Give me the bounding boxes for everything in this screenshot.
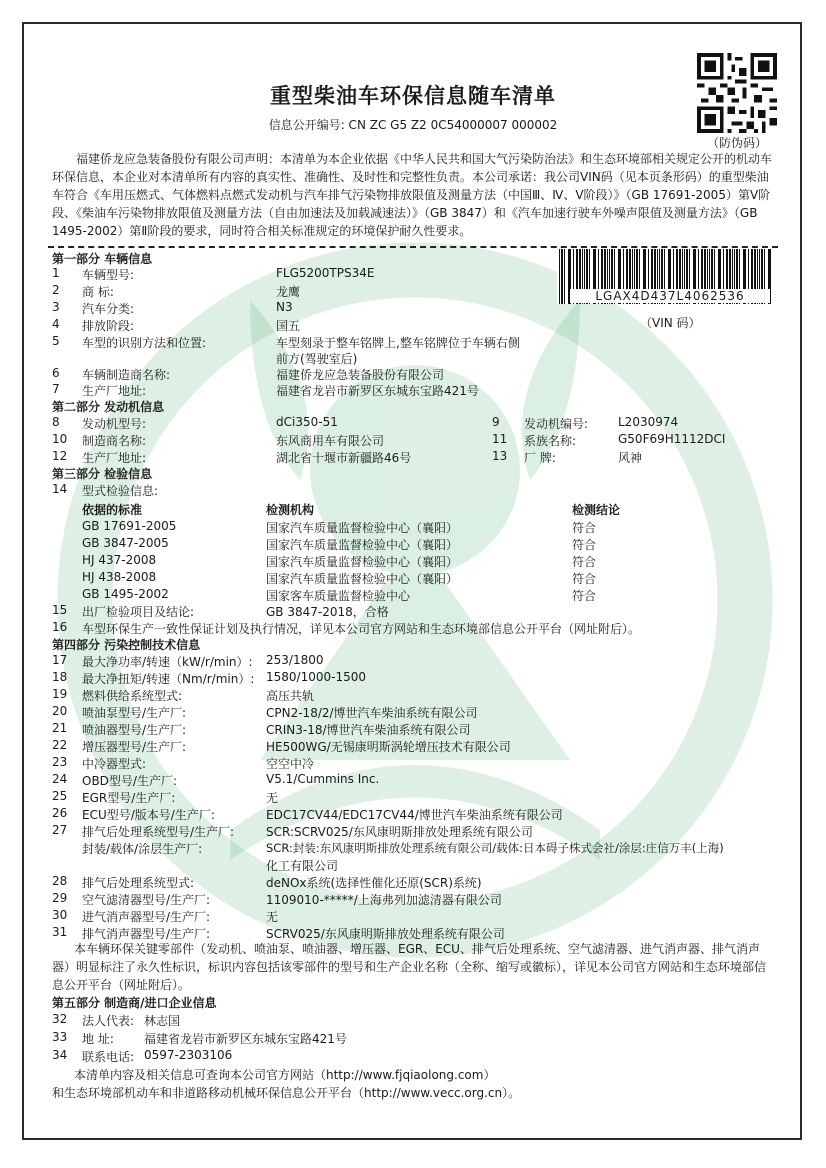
- table-cell: 符合: [572, 538, 597, 552]
- field-label: 排气后处理系统型号/生产厂:: [82, 825, 235, 839]
- field-label: OBD型号/生产厂:: [82, 774, 178, 788]
- list-item: 9: [492, 415, 500, 429]
- list-item: 15: [52, 603, 68, 617]
- list-item: 4: [52, 317, 60, 331]
- field-value: 东风商用车有限公司: [276, 434, 385, 448]
- field-value: dCi350-51: [276, 415, 338, 429]
- field-value: 高压共轨: [266, 689, 315, 703]
- list-item: 27: [52, 823, 68, 837]
- list-item: 11: [492, 432, 508, 446]
- table-cell: 符合: [572, 555, 597, 569]
- field-label: EGR型号/生产厂:: [82, 791, 176, 805]
- section-heading-manufacturer: 第五部分 制造商/进口企业信息: [52, 996, 217, 1010]
- field-value: 0597-2303106: [144, 1048, 233, 1062]
- table-cell: 国家客车质量监督检验中心: [266, 589, 411, 603]
- field-label: 厂 牌:: [524, 451, 556, 465]
- list-item: 13: [492, 449, 508, 463]
- field-label: 生产厂地址:: [82, 451, 147, 465]
- list-item: 17: [52, 653, 68, 667]
- footer-website-line: 本清单内容及相关信息可查询本公司官方网站（http://www.fjqiaolong.com）: [74, 1068, 496, 1082]
- field-value-cont: 化工有限公司: [266, 859, 339, 873]
- key-parts-note: 本车辆环保关键零部件（发动机、喷油泵、喷油器、增压器、EGR、ECU、排气后处理系统、空气滤清器、进气消声器、排气消声器）明显标注了永久性标识，标识内容包括该零部件的型号和生产企业名称（全称、缩写或徽标），详见本公司官方网站和生态环境部信息公开平台（网址附后）。: [52, 942, 767, 992]
- column-header-standard: 依据的标准: [82, 503, 143, 517]
- field-value: CRIN3-18/博世汽车柴油系统有限公司: [266, 723, 471, 737]
- list-item: 29: [52, 891, 68, 905]
- list-item: 14: [52, 482, 68, 496]
- field-label: 汽车分类:: [82, 302, 135, 316]
- field-value: CPN2-18/2/博世汽车柴油系统有限公司: [266, 706, 478, 720]
- list-item: 21: [52, 721, 68, 735]
- field-value: N3: [276, 300, 293, 314]
- field-label: 法人代表:: [82, 1014, 135, 1028]
- field-label: 车型的识别方法和位置:: [82, 336, 207, 350]
- list-item: 23: [52, 755, 68, 769]
- list-item: 5: [52, 334, 60, 348]
- field-value: 福建侨龙应急装备股份有限公司: [276, 368, 445, 382]
- table-cell: 国家汽车质量监督检验中心（襄阳）: [266, 555, 459, 569]
- list-item: 32: [52, 1012, 68, 1026]
- dashed-separator: [48, 246, 778, 248]
- table-cell: 国家汽车质量监督检验中心（襄阳）: [266, 572, 459, 586]
- field-label: 车辆制造商名称:: [82, 368, 171, 382]
- field-value: 车型环保生产一致性保证计划及执行情况，详见本公司官方网站和生态环境部信息公开平台（网址附后）。: [82, 622, 641, 636]
- field-value: GB 3847-2018，合格: [266, 605, 389, 619]
- section-heading-inspection: 第三部分 检验信息: [52, 467, 153, 481]
- list-item: 19: [52, 687, 68, 701]
- section-heading-vehicle: 第一部分 车辆信息: [52, 252, 153, 266]
- field-label: 出厂检验项目及结论:: [82, 605, 195, 619]
- table-cell: 符合: [572, 589, 597, 603]
- field-value: 国五: [276, 319, 301, 333]
- column-header-result: 检测结论: [572, 503, 621, 517]
- table-cell: 符合: [572, 572, 597, 586]
- table-cell: 国家汽车质量监督检验中心（襄阳）: [266, 538, 459, 552]
- field-label: 中冷器型式:: [82, 757, 147, 771]
- field-value: 1109010-*****/上海弗列加滤清器有限公司: [266, 893, 502, 907]
- field-value: 风神: [618, 451, 643, 465]
- field-label: 制造商名称:: [82, 434, 147, 448]
- field-value: FLG5200TPS34E: [276, 266, 375, 280]
- field-label: 排放阶段:: [82, 319, 135, 333]
- document-title: 重型柴油车环保信息随车清单: [270, 84, 556, 108]
- list-item: 1: [52, 266, 60, 280]
- list-item: 16: [52, 620, 68, 634]
- list-item: 26: [52, 806, 68, 820]
- field-value: G50F69H1112DCI: [618, 432, 726, 446]
- list-item: 12: [52, 449, 68, 463]
- list-item: 20: [52, 704, 68, 718]
- list-item: 24: [52, 772, 68, 786]
- list-item: 28: [52, 874, 68, 888]
- list-item: 3: [52, 300, 60, 314]
- field-label: 喷油器型号/生产厂:: [82, 723, 187, 737]
- field-value: SCR:SCRV025/东风康明斯排放处理系统有限公司: [266, 825, 533, 839]
- field-value: SCR:封装:东风康明斯排放处理系统有限公司/载体:日本碍子株式会社/涂层:庄信万丰(上海): [266, 841, 724, 855]
- field-value: 湖北省十堰市新疆路46号: [276, 451, 412, 465]
- footer-platform-line: 和生态环境部机动车和非道路移动机械环保信息公开平台（http://www.vecc.org.cn）。: [52, 1086, 521, 1100]
- list-item: 2: [52, 283, 60, 297]
- list-item: 25: [52, 789, 68, 803]
- table-cell: GB 17691-2005: [82, 519, 177, 533]
- list-item: 30: [52, 908, 68, 922]
- field-label: 排气消声器型号/生产厂:: [82, 927, 211, 941]
- field-label: 最大净扭矩/转速（Nm/r/min）:: [82, 672, 255, 686]
- field-value: 福建省龙岩市新罗区东城东宝路421号: [144, 1032, 347, 1046]
- field-value: deNOx系统(选择性催化还原(SCR)系统): [266, 876, 482, 890]
- field-value: SCRV025/东风康明斯排放处理系统有限公司: [266, 927, 505, 941]
- qr-code-label: （防伪码）: [706, 136, 767, 150]
- list-item: 8: [52, 415, 60, 429]
- field-value-cont: 前方(驾驶室后): [276, 352, 358, 366]
- list-item: 18: [52, 670, 68, 684]
- list-item: 10: [52, 432, 68, 446]
- field-label: 喷油泵型号/生产厂:: [82, 706, 187, 720]
- field-value: V5.1/Cummins Inc.: [266, 772, 380, 786]
- field-label: 地 址:: [82, 1032, 114, 1046]
- info-public-number: 信息公开编号: CN ZC G5 Z2 0C54000007 000002: [268, 118, 558, 132]
- field-label: 发动机编号:: [524, 417, 589, 431]
- list-item: 33: [52, 1030, 68, 1044]
- qr-code-icon: [697, 53, 777, 133]
- list-item: 7: [52, 382, 60, 396]
- table-cell: GB 1495-2002: [82, 587, 169, 601]
- table-cell: HJ 438-2008: [82, 570, 157, 584]
- column-header-agency: 检测机构: [266, 503, 315, 517]
- table-cell: 国家汽车质量监督检验中心（襄阳）: [266, 521, 459, 535]
- field-value: 林志国: [144, 1014, 181, 1028]
- field-value: EDC17CV44/EDC17CV44/博世汽车柴油系统有限公司: [266, 808, 563, 822]
- field-value: 龙鹰: [276, 285, 301, 299]
- table-cell: GB 3847-2005: [82, 536, 169, 550]
- field-value: 车型刻录于整车铭牌上,整车铭牌位于车辆右侧: [276, 336, 520, 350]
- vin-code: LGAX4D437L4062536: [570, 289, 770, 303]
- field-label: 联系电话:: [82, 1050, 135, 1064]
- list-item: 6: [52, 366, 60, 380]
- list-item: 31: [52, 925, 68, 939]
- vin-label: （VIN 码）: [640, 316, 701, 330]
- list-item: 22: [52, 738, 68, 752]
- table-cell: HJ 437-2008: [82, 553, 157, 567]
- field-label: 燃料供给系统型式:: [82, 689, 183, 703]
- field-value: 无: [266, 910, 279, 924]
- field-value: 福建省龙岩市新罗区东城东宝路421号: [276, 384, 479, 398]
- field-label: 型式检验信息:: [82, 484, 159, 498]
- field-value: 空空中冷: [266, 757, 315, 771]
- field-label: 最大净功率/转速（kW/r/min）:: [82, 655, 253, 669]
- manufacturer-declaration: 福建侨龙应急装备股份有限公司声明：本清单为本企业依据《中华人民共和国大气污染防治法》和生态环境部相关规定公开的机动车环保信息，本企业对本清单所有内容的真实性、准确性、及时性和完整性负责。本公司承诺：我公司VIN码（见本页条形码）的重型柴油车符合《车用压燃式、气体燃料点燃式发动机与汽车排气污染物排放限值及测量方法（中国Ⅲ、Ⅳ、Ⅴ阶段）》（GB 17691-2005）第Ⅴ阶段、《柴油车污染物排放限值及测量方法（自由加速法及加载减速法）》（GB 3847）和《汽车加速行驶车外噪声限值及测量方法》（GB 1495-2002）第Ⅱ阶段的要求，同时符合相关标准规定的环境保护耐久性要求。: [52, 152, 773, 238]
- field-label: 发动机型号:: [82, 417, 147, 431]
- field-label: 车辆型号:: [82, 268, 135, 282]
- table-cell: 符合: [572, 521, 597, 535]
- field-label: 增压器型号/生产厂:: [82, 740, 187, 754]
- field-label: 空气滤清器型号/生产厂:: [82, 893, 211, 907]
- field-label: ECU型号/版本号/生产厂:: [82, 808, 215, 822]
- field-label: 商 标:: [82, 285, 114, 299]
- field-label: 进气消声器型号/生产厂:: [82, 910, 211, 924]
- field-value: 无: [266, 791, 279, 805]
- field-value: L2030974: [618, 415, 679, 429]
- field-label: 系族名称:: [524, 434, 577, 448]
- field-label: 排气后处理系统型式:: [82, 876, 195, 890]
- section-heading-engine: 第二部分 发动机信息: [52, 400, 165, 414]
- field-value: 253/1800: [266, 653, 324, 667]
- list-item: 34: [52, 1048, 68, 1062]
- field-value: 1580/1000-1500: [266, 670, 366, 684]
- section-heading-pollution-control: 第四部分 污染控制技术信息: [52, 638, 201, 652]
- field-label: 生产厂地址:: [82, 384, 147, 398]
- field-value: HE500WG/无锡康明斯涡轮增压技术有限公司: [266, 740, 511, 754]
- field-label: 封装/载体/涂层生产厂:: [82, 842, 203, 856]
